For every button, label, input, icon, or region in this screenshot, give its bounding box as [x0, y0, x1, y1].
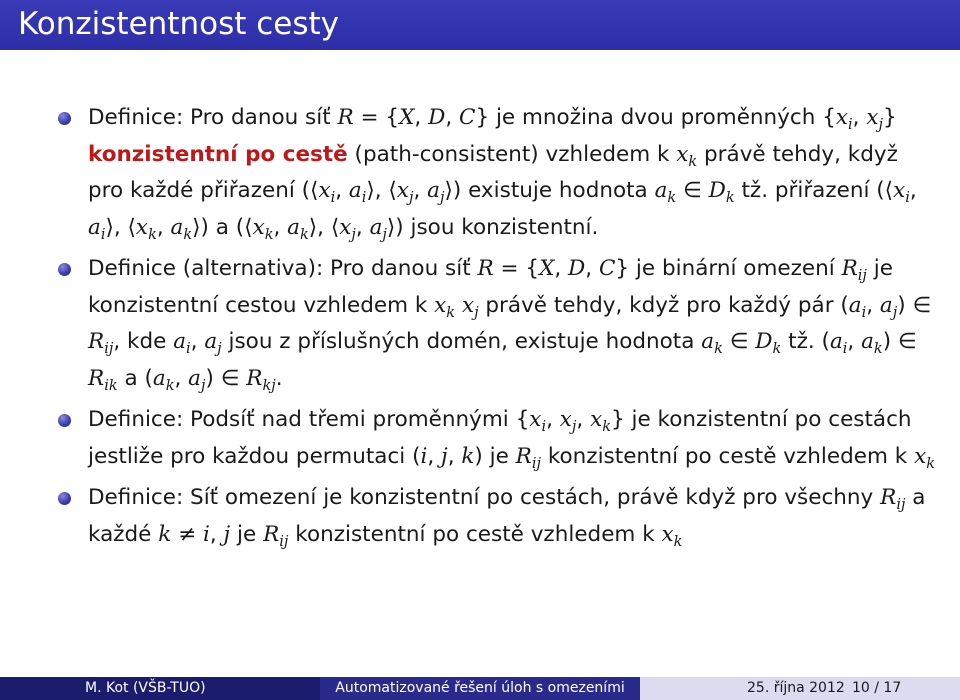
bullet-icon [58, 112, 71, 125]
footer-date: 25. října 2012 [747, 680, 845, 696]
item-text: Definice: Podsíť nad třemi proměnnými {$x_i$, $x_j$, $x_k$} je konzistentní po cestách jestliže pro každou permutaci (i, j, k) je $R_{ij}$ konzistentní po cestě vzhledem k $x_k$ [88, 407, 935, 472]
item-text: Definice (alternativa): Pro danou síť R = {X, D, C} je binární omezení $R_{ij}$ je konzistentní cestou vzhledem k $x_k$ $x_j$ právě tehdy, když pro každý pár ($a_i$, $a_j$) ∈ $R_{ij}$, kde $a_i$, $a_j$ jsou z příslušných domén, existuje hodnota $a_k$ ∈ $D_k$ tž. ($a_i$, $a_k$) ∈ $R_{ik}$ a ($a_k$, $a_j$) ∈ $R_{kj}$. [88, 256, 932, 394]
bullet-icon [58, 492, 71, 505]
slide-title: Konzistentnost cesty [18, 6, 340, 42]
item-text: Definice: Pro danou síť R = {X, D, C} je množina dvou proměnných {$x_i$, $x_j$} konzistentní po cestě (path-consistent) vzhledem k $x_k$ právě tehdy, když pro každé přiřazení ($⟨x_i$, $a_i⟩$, $⟨x_j$, $a_j⟩$) existuje hodnota $a_k$ ∈ $D_k$ tž. přiřazení ($⟨x_i$, $a_i⟩$, $⟨x_k$, $a_k⟩$) a ($⟨x_k$, $a_k⟩$, $⟨x_j$, $a_j⟩$) jsou konzistentní. [88, 105, 917, 243]
list-item [88, 402, 938, 475]
slide-content [0, 100, 960, 553]
list-item [88, 100, 938, 246]
bullet-icon [58, 263, 71, 276]
list-item [88, 251, 938, 397]
list-item [88, 480, 938, 553]
title-bar [0, 0, 960, 50]
footer [0, 677, 960, 700]
page-number: 10 / 17 [852, 680, 902, 696]
footer-talk-title: Automatizované řešení úloh s omezeními [320, 677, 640, 700]
footer-date-page [640, 677, 960, 700]
item-text: Definice: Síť omezení je konzistentní po cestách, právě když pro všechny $R_{ij}$ a každé k ≠ i, j je $R_{ij}$ konzistentní po cestě vzhledem k $x_k$ [88, 485, 926, 550]
footer-author: M. Kot (VŠB-TUO) [0, 677, 320, 700]
bullet-icon [58, 414, 71, 427]
